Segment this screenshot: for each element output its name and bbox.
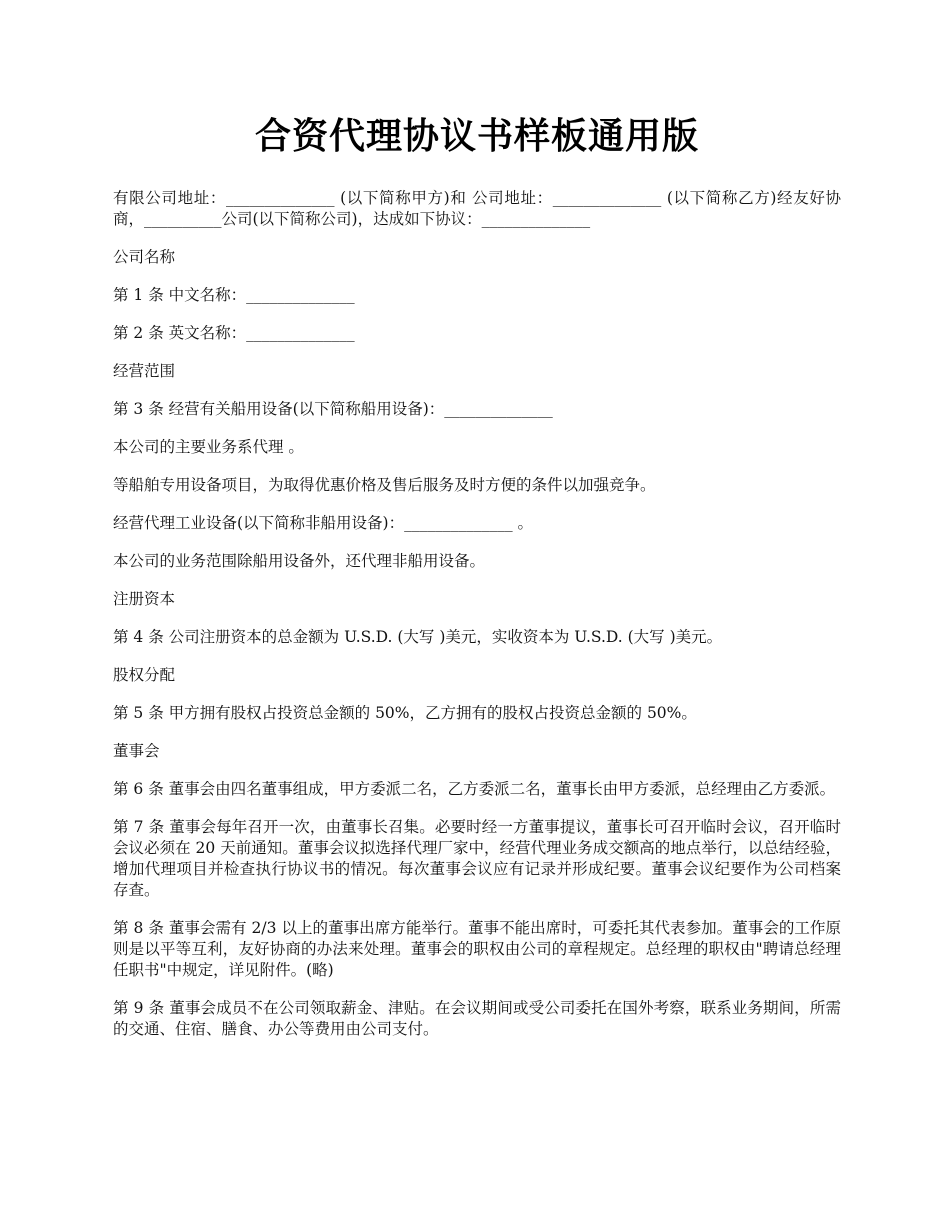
document-page xyxy=(113,112,841,1057)
article-1: 第 1 条 中文名称：______________ xyxy=(113,286,355,304)
section-heading-registered-capital: 注册资本 xyxy=(113,590,176,608)
document-title: 合资代理协议书样板通用版 xyxy=(254,115,699,157)
article-9: 第 9 条 董事会成员不在公司领取薪金、津贴。在会议期间或受公司委托在国外考察，联系业务期间，所需的交通、住宿、膳食、办公等费用由公司支付。 xyxy=(113,999,841,1038)
article-7: 第 7 条 董事会每年召开一次，由董事长召集。必要时经一方董事提议，董事长可召开临时会议，召开临时会议必须在 20 天前通知。董事会议拟选择代理厂家中，经营代理业务成交额高的地点举行，以总结经验，增加代理项目并检查执行协议书的情况。每次董事会议应有记录并形成纪要。董事会议纪要作为公司档案存查。 xyxy=(113,818,841,899)
marine-equipment-paragraph: 等船舶专用设备项目，为取得优惠价格及售后服务及时方便的条件以加强竞争。 xyxy=(113,476,656,494)
article-6: 第 6 条 董事会由四名董事组成，甲方委派二名，乙方委派二名，董事长由甲方委派，总经理由乙方委派。 xyxy=(113,780,836,798)
section-heading-equity: 股权分配 xyxy=(113,666,176,684)
section-heading-business-scope: 经营范围 xyxy=(113,362,176,380)
article-8: 第 8 条 董事会需有 2/3 以上的董事出席方能举行。董事不能出席时，可委托其代表参加。董事会的工作原则是以平等互利，友好协商的办法来处理。董事会的职权由公司的章程规定。总经理的职权由"聘请总经理任职书"中规定，详见附件。(略) xyxy=(113,919,841,979)
industrial-equipment-paragraph: 经营代理工业设备(以下简称非船用设备)：______________ 。 xyxy=(113,514,534,532)
article-4: 第 4 条 公司注册资本的总金额为 U.S.D. (大写 )美元，实收资本为 U.S.D. (大写 )美元。 xyxy=(113,628,723,646)
section-heading-board: 董事会 xyxy=(113,742,160,760)
section-heading-company-name: 公司名称 xyxy=(113,248,176,266)
article-2: 第 2 条 英文名称：______________ xyxy=(113,324,355,342)
preamble-paragraph: 有限公司地址：______________ (以下简称甲方)和 公司地址：______________ (以下简称乙方)经友好协商，__________公司(以下简称公司)，达成如下协议：______________ xyxy=(113,189,841,228)
article-3: 第 3 条 经营有关船用设备(以下简称船用设备)：______________ xyxy=(113,400,553,418)
main-business-paragraph: 本公司的主要业务系代理 。 xyxy=(113,438,304,456)
article-5: 第 5 条 甲方拥有股权占投资总金额的 50%，乙方拥有的股权占投资总金额的 50%。 xyxy=(113,704,697,722)
business-range-paragraph: 本公司的业务范围除船用设备外，还代理非船用设备。 xyxy=(113,552,486,570)
